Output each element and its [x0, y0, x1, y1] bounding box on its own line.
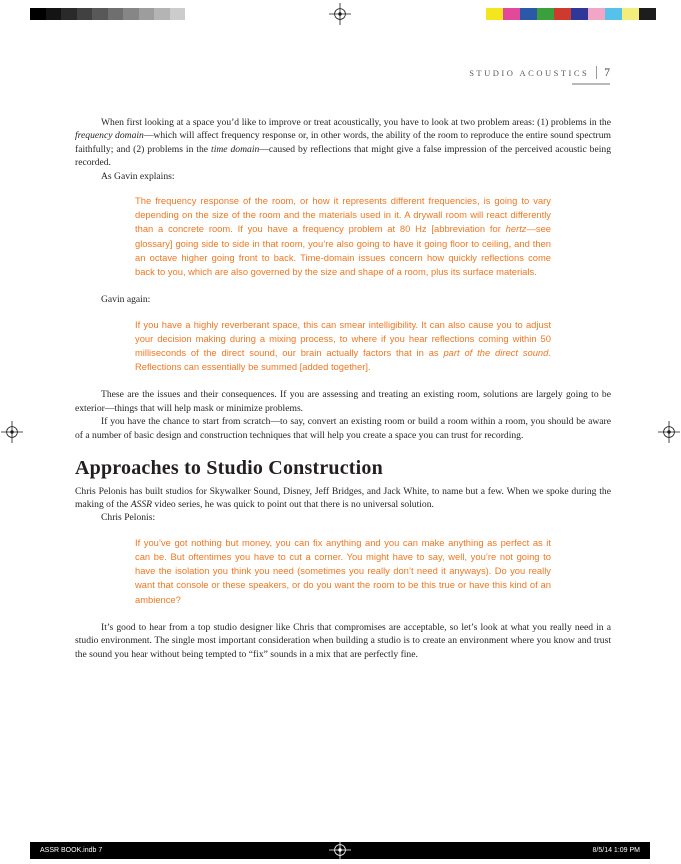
calibration-swatch	[571, 8, 588, 20]
grayscale-calibration-bar	[30, 8, 185, 20]
page-content	[75, 116, 611, 661]
paragraph-intro: When first looking at a space you’d like to improve or treat acoustically, you have to look at two problem areas: (1) problems in the frequency domain—which will affect frequency response or, in other words, the ability of the room to reproduce the entire sound spectrum faithfully; and (2) problems in the time domain—caused by reflections that might give a false impression of the perceived acoustic being recorded.	[75, 117, 611, 169]
calibration-swatch	[554, 8, 571, 20]
calibration-swatch	[639, 8, 656, 20]
paragraph-from-scratch: If you have the chance to start from scratch—to say, convert an existing room or build a room within a room, you should be aware of a number of basic design and construction techniques that will help you create a space you can trust for recording.	[75, 416, 611, 441]
quote-lead-gavin-again: Gavin again:	[101, 294, 151, 306]
registration-mark-left-icon	[1, 421, 23, 443]
calibration-swatch	[170, 8, 186, 20]
calibration-swatch	[139, 8, 155, 20]
running-head-title: STUDIO ACOUSTICS	[469, 67, 590, 78]
blockquote-money: If you’ve got nothing but money, you can fix anything and you can make anything as perfect as it can be. But oftentimes you have to cut a corner. You might have to say, well, you’re not going to have the isolation you think you need (sometimes you really don’t need it anyways). Do you really want that console or these speakers, or do you want the room to be this true or have this kind of an ambience?	[135, 536, 551, 605]
quote-lead-pelonis: Chris Pelonis:	[101, 512, 156, 524]
quote-lead-gavin: As Gavin explains:	[101, 170, 175, 182]
calibration-swatch	[622, 8, 639, 20]
registration-mark-top-icon	[329, 3, 351, 25]
calibration-swatch	[588, 8, 605, 20]
slug-timestamp: 8/5/14 1:09 PM	[592, 847, 640, 854]
calibration-swatch	[520, 8, 537, 20]
calibration-swatch	[77, 8, 93, 20]
paragraph-closing: It’s good to hear from a top studio designer like Chris that compromises are acceptable, so let’s look at what you really need in a studio environment. The single most important consideration when building a studio is to create an environment where you know and trust the sound you hear without being tempted to “fix” sounds in a mix that are perfectly fine.	[75, 621, 611, 660]
calibration-swatch	[61, 8, 77, 20]
blockquote-frequency-response: The frequency response of the room, or how it represents different frequencies, is going to vary depending on the size of the room and the materials used in it. A drywall room will react differently than a concrete room. If you have a frequency problem at 80 Hz [abbreviation for hertz—see glossary] going side to side in that room, you’re also going to have it going floor to ceiling, and then an octave higher going front to back. Time-domain issues concern how quickly reflections come back to you, which are also governed by the size and shape of a room, plus its surface materials.	[135, 195, 551, 278]
calibration-swatch	[486, 8, 503, 20]
running-head-divider	[596, 66, 597, 79]
slug-filename: ASSR BOOK.indb 7	[40, 847, 103, 854]
paragraph-pelonis-intro: Chris Pelonis has built studios for Skywalker Sound, Disney, Jeff Bridges, and Jack White, to name but a few. When we spoke during the making of the ASSR video series, he was quick to point out that there is no universal solution.	[75, 485, 611, 510]
calibration-swatch	[605, 8, 622, 20]
color-calibration-bar	[486, 8, 656, 20]
calibration-swatch	[154, 8, 170, 20]
running-head-rule	[572, 83, 610, 85]
calibration-swatch	[92, 8, 108, 20]
calibration-swatch	[503, 8, 520, 20]
calibration-swatch	[123, 8, 139, 20]
blockquote-reverberant-space: If you have a highly reverberant space, this can smear intelligibility. It can also cause you to adjust your decision making during a mixing process, to where if you hear reflections coming within 50 milliseconds of the direct sound, our brain actually factors that in as part of the direct sound. Reflections can essentially be summed [added together].	[135, 318, 551, 373]
page-number: 7	[604, 66, 610, 79]
paragraph-issues: These are the issues and their consequences. If you are assessing and treating an existing room, solutions are largely going to be exterior—things that will help mask or minimize problems.	[75, 389, 611, 414]
calibration-swatch	[30, 8, 46, 20]
registration-mark-bottom-icon	[329, 839, 351, 861]
production-slug-bar	[30, 842, 650, 859]
calibration-swatch	[46, 8, 62, 20]
calibration-swatch	[537, 8, 554, 20]
section-heading: Approaches to Studio Construction	[75, 457, 383, 480]
registration-mark-right-icon	[658, 421, 680, 443]
calibration-swatch	[108, 8, 124, 20]
running-head	[469, 66, 610, 79]
